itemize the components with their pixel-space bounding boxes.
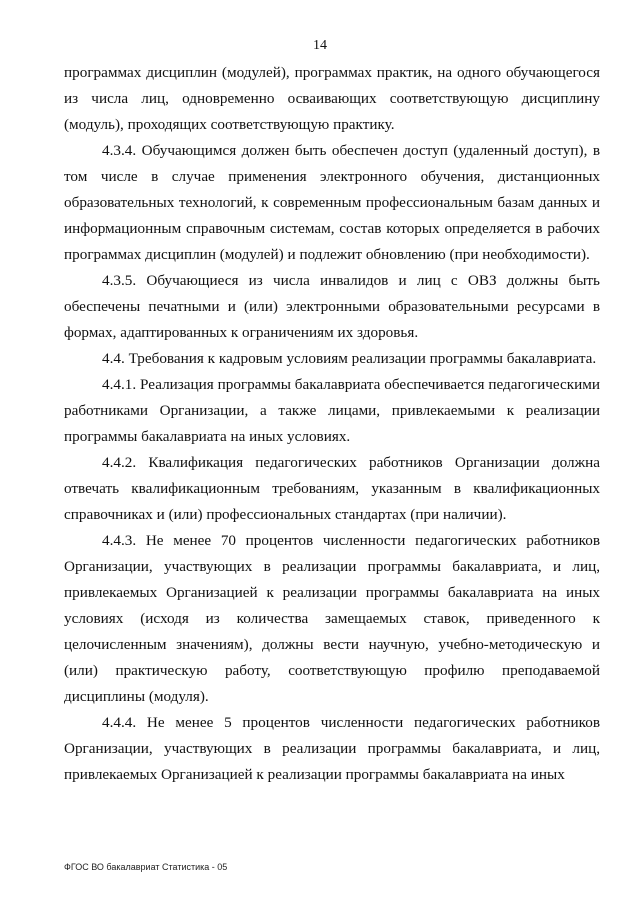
page-number: 14 (313, 38, 327, 53)
document-body (64, 60, 600, 788)
paragraph-4-4: 4.4. Требования к кадровым условиям реализации программы бакалавриата. (102, 350, 597, 367)
paragraph-4-4-2: 4.4.2. Квалификация педагогических работников Организации должна отвечать квалификационным требованиям, указанным в квалификационных справочниках и (или) профессиональных стандартах (при наличии). (64, 454, 600, 523)
paragraph-4-4-1: 4.4.1. Реализация программы бакалавриата обеспечивается педагогическими работниками Организации, а также лицами, привлекаемыми к реализации программы бакалавриата на иных условиях. (64, 376, 600, 445)
paragraph-continued: программах дисциплин (модулей), программах практик, на одного обучающегося из числа лиц, одновременно осваивающих соответствующую дисциплину (модуль), проходящих соответствующую практику. (64, 64, 600, 133)
page-footer: ФГОС ВО бакалавриат Статистика - 05 (64, 862, 228, 872)
paragraph-4-4-4: 4.4.4. Не менее 5 процентов численности педагогических работников Организации, участвующих в реализации программы бакалавриата, и лиц, привлекаемых Организацией к реализации программы бакалавриата на иных (64, 714, 600, 783)
paragraph-4-3-4: 4.3.4. Обучающимся должен быть обеспечен доступ (удаленный доступ), в том числе в случае применения электронного обучения, дистанционных образовательных технологий, к современным профессиональным базам данных и информационным справочным системам, состав которых определяется в рабочих программах дисциплин (модулей) и подлежит обновлению (при необходимости). (64, 142, 600, 263)
paragraph-4-3-5: 4.3.5. Обучающиеся из числа инвалидов и лиц с ОВЗ должны быть обеспечены печатными и (или) электронными образовательными ресурсами в формах, адаптированных к ограничениям их здоровья. (64, 272, 600, 341)
paragraph-4-4-3: 4.4.3. Не менее 70 процентов численности педагогических работников Организации, участвующих в реализации программы бакалавриата, и лиц, привлекаемых Организацией к реализации программы бакалавриата на иных условиях (исходя из количества замещаемых ставок, приведенного к целочисленным значениям), должны вести научную, учебно-методическую и (или) практическую работу, соответствующую профилю преподаваемой дисциплины (модуля). (64, 532, 600, 705)
